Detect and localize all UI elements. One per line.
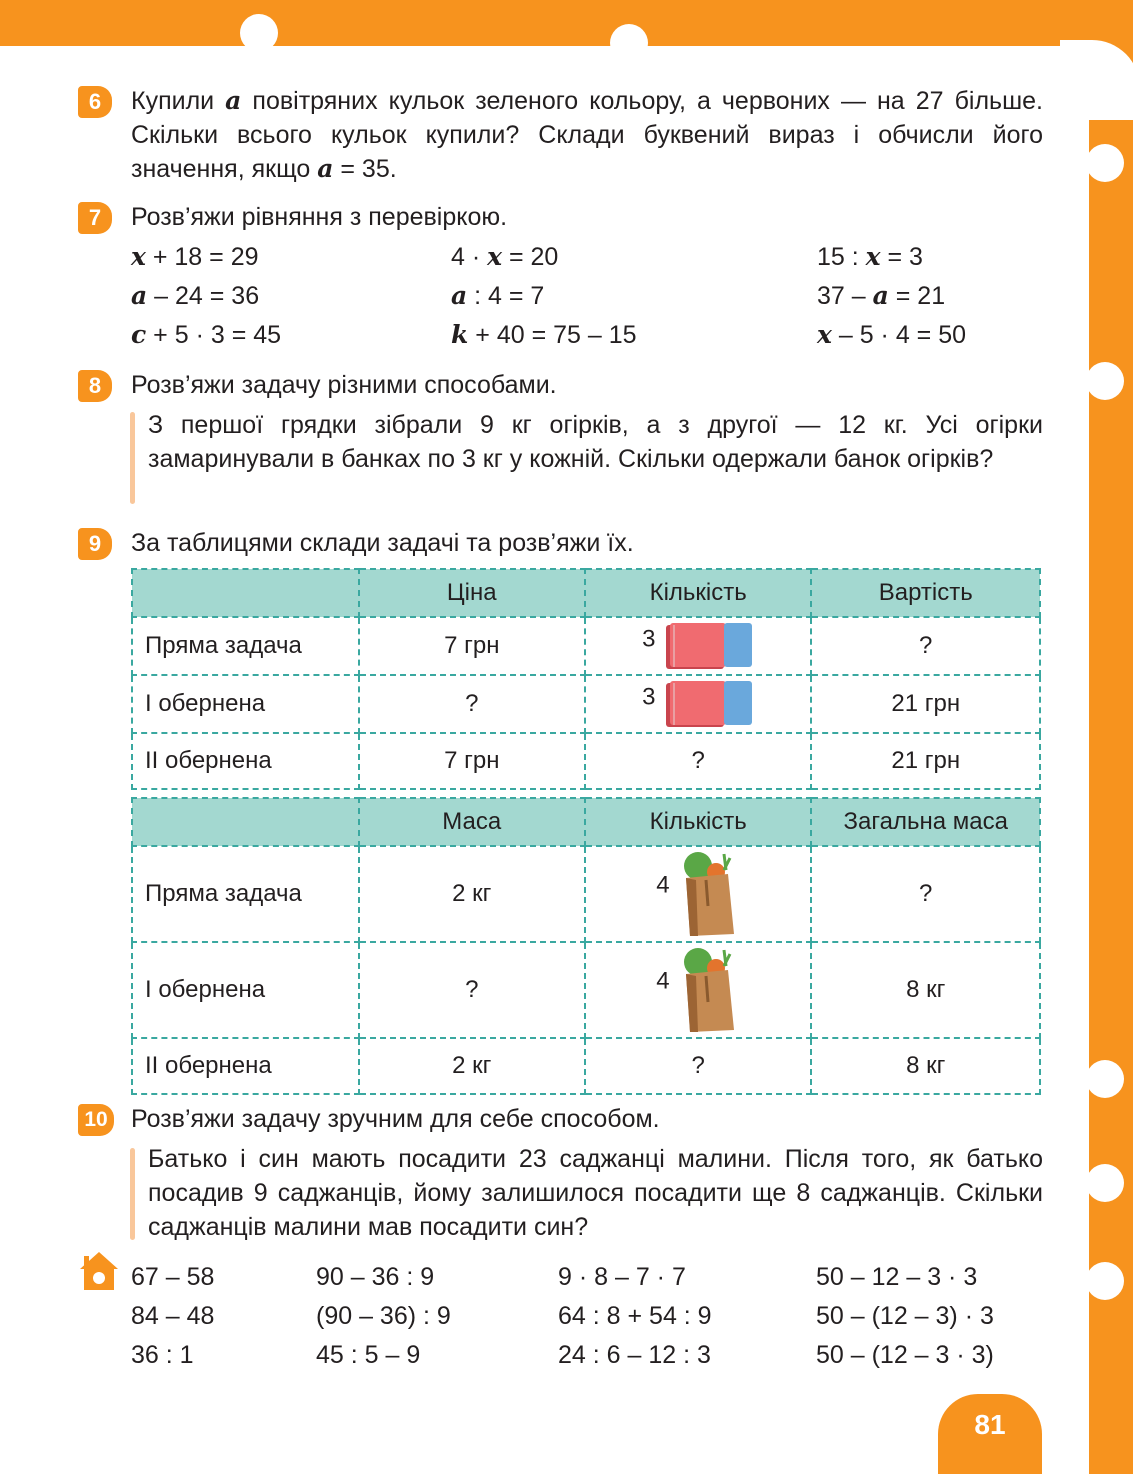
homework-expression: 50 – 12 – 3 · 3 (816, 1263, 978, 1291)
task-number-badge: 7 (78, 202, 112, 234)
task-number-badge: 6 (78, 86, 112, 118)
task-number-badge: 9 (78, 528, 112, 560)
task7-title: Розв’яжи рівняння з перевіркою. (131, 203, 508, 231)
table-cell: ? (585, 733, 812, 789)
table-cell: 8 кг (811, 1038, 1040, 1094)
equation: a : 4 = 7 (451, 281, 545, 310)
homework-expression: (90 – 36) : 9 (316, 1302, 451, 1330)
mass-table (131, 797, 1041, 1095)
table-row (132, 617, 1040, 675)
quantity-value: 3 (642, 625, 656, 653)
table-cell: 7 грн (359, 617, 585, 675)
homework-expression: 24 : 6 – 12 : 3 (558, 1341, 711, 1369)
row-label: II обернена (132, 1038, 359, 1094)
grocery-bag-icon (676, 850, 740, 938)
table-header-cell: Кількість (585, 569, 812, 617)
quantity-value: 4 (656, 871, 670, 899)
table-cell: 21 грн (811, 733, 1040, 789)
row-label: Пряма задача (132, 617, 359, 675)
table-cell (585, 675, 812, 733)
table-row (132, 733, 1040, 789)
task10-title: Розв’яжи задачу зручним для себе способом. (131, 1105, 660, 1133)
task6-text: Купили a повітряних кульок зеленого кольору, а червоних — на 27 більше. Скільки всього кульок купили? Склади буквений вираз і обчисли його значення, якщо a = 35. (131, 86, 1043, 183)
task10-problem: Батько і син мають посадити 23 саджанці малини. Після того, як батько посадив 9 саджанців, йому залишилося посадити ще 8 саджанців. Скільки саджанців малини мав посадити син? (148, 1145, 1043, 1241)
table-header-cell: Загальна маса (811, 798, 1040, 846)
table-cell: ? (811, 617, 1040, 675)
table-cell: ? (811, 846, 1040, 942)
equation: x – 5 · 4 = 50 (817, 320, 967, 349)
table-cell (585, 617, 812, 675)
grocery-bag-icon (676, 946, 740, 1034)
table-cell (585, 846, 812, 942)
homework-expression: 84 – 48 (131, 1302, 215, 1330)
book-icon (662, 621, 754, 671)
equation: 15 : x = 3 (817, 242, 923, 271)
table-row (132, 846, 1040, 942)
task-number-badge: 8 (78, 370, 112, 402)
task-number-badge: 10 (78, 1104, 114, 1136)
quantity-value: 3 (642, 683, 656, 711)
homework-expression: 45 : 5 – 9 (316, 1341, 421, 1369)
table-header-cell: Кількість (585, 798, 812, 846)
quote-bar (130, 412, 135, 504)
house-icon (78, 1250, 120, 1292)
table-header-cell: Маса (359, 798, 585, 846)
table-cell: ? (585, 1038, 812, 1094)
table-row (132, 675, 1040, 733)
table-cell (585, 942, 812, 1038)
price-table (131, 568, 1041, 790)
equation: a – 24 = 36 (131, 281, 260, 310)
row-label: Пряма задача (132, 846, 359, 942)
quantity-value: 4 (656, 967, 670, 995)
homework-expression: 36 : 1 (131, 1341, 194, 1369)
row-label: II обернена (132, 733, 359, 789)
task8-title: Розв’яжи задачу різними способами. (131, 371, 557, 399)
frame-notch (1086, 144, 1124, 182)
quote-bar (130, 1148, 135, 1240)
homework-expression: 50 – (12 – 3 · 3) (816, 1341, 994, 1369)
table-header-cell: Вартість (811, 569, 1040, 617)
table-row (132, 1038, 1040, 1094)
table-cell: 2 кг (359, 846, 585, 942)
table-header-cell (132, 798, 359, 846)
equation: k + 40 = 75 – 15 (451, 320, 637, 349)
book-icon (662, 679, 754, 729)
homework-expression: 50 – (12 – 3) · 3 (816, 1302, 994, 1330)
equation: x + 18 = 29 (131, 242, 259, 271)
table-cell: 21 грн (811, 675, 1040, 733)
frame-notch (1086, 1164, 1124, 1202)
table-cell: 2 кг (359, 1038, 585, 1094)
homework-expression: 90 – 36 : 9 (316, 1263, 435, 1291)
frame-notch (1086, 1262, 1124, 1300)
equation: 4 · x = 20 (451, 242, 559, 271)
homework-expression: 64 : 8 + 54 : 9 (558, 1302, 712, 1330)
table-cell: 8 кг (811, 942, 1040, 1038)
homework-expression: 67 – 58 (131, 1263, 215, 1291)
task9-title: За таблицями склади задачі та розв’яжи їх. (131, 529, 634, 557)
table-header-cell: Ціна (359, 569, 585, 617)
task8-problem: З першої грядки зібрали 9 кг огірків, а з другої — 12 кг. Усі огірки замаринували в банках по 3 кг у кожній. Скільки одержали банок огірків? (148, 411, 1043, 473)
table-cell: ? (359, 675, 585, 733)
row-label: I обернена (132, 675, 359, 733)
frame-notch (1086, 1060, 1124, 1098)
table-cell: 7 грн (359, 733, 585, 789)
equation: c + 5 · 3 = 45 (131, 320, 282, 349)
row-label: I обернена (132, 942, 359, 1038)
table-cell: ? (359, 942, 585, 1038)
table-header-cell (132, 569, 359, 617)
table-row (132, 942, 1040, 1038)
homework-expression: 9 · 8 – 7 · 7 (558, 1263, 686, 1291)
page-number: 81 (938, 1394, 1042, 1474)
frame-notch (1086, 362, 1124, 400)
equation: 37 – a = 21 (817, 281, 946, 310)
page-frame-right (1089, 0, 1133, 1474)
